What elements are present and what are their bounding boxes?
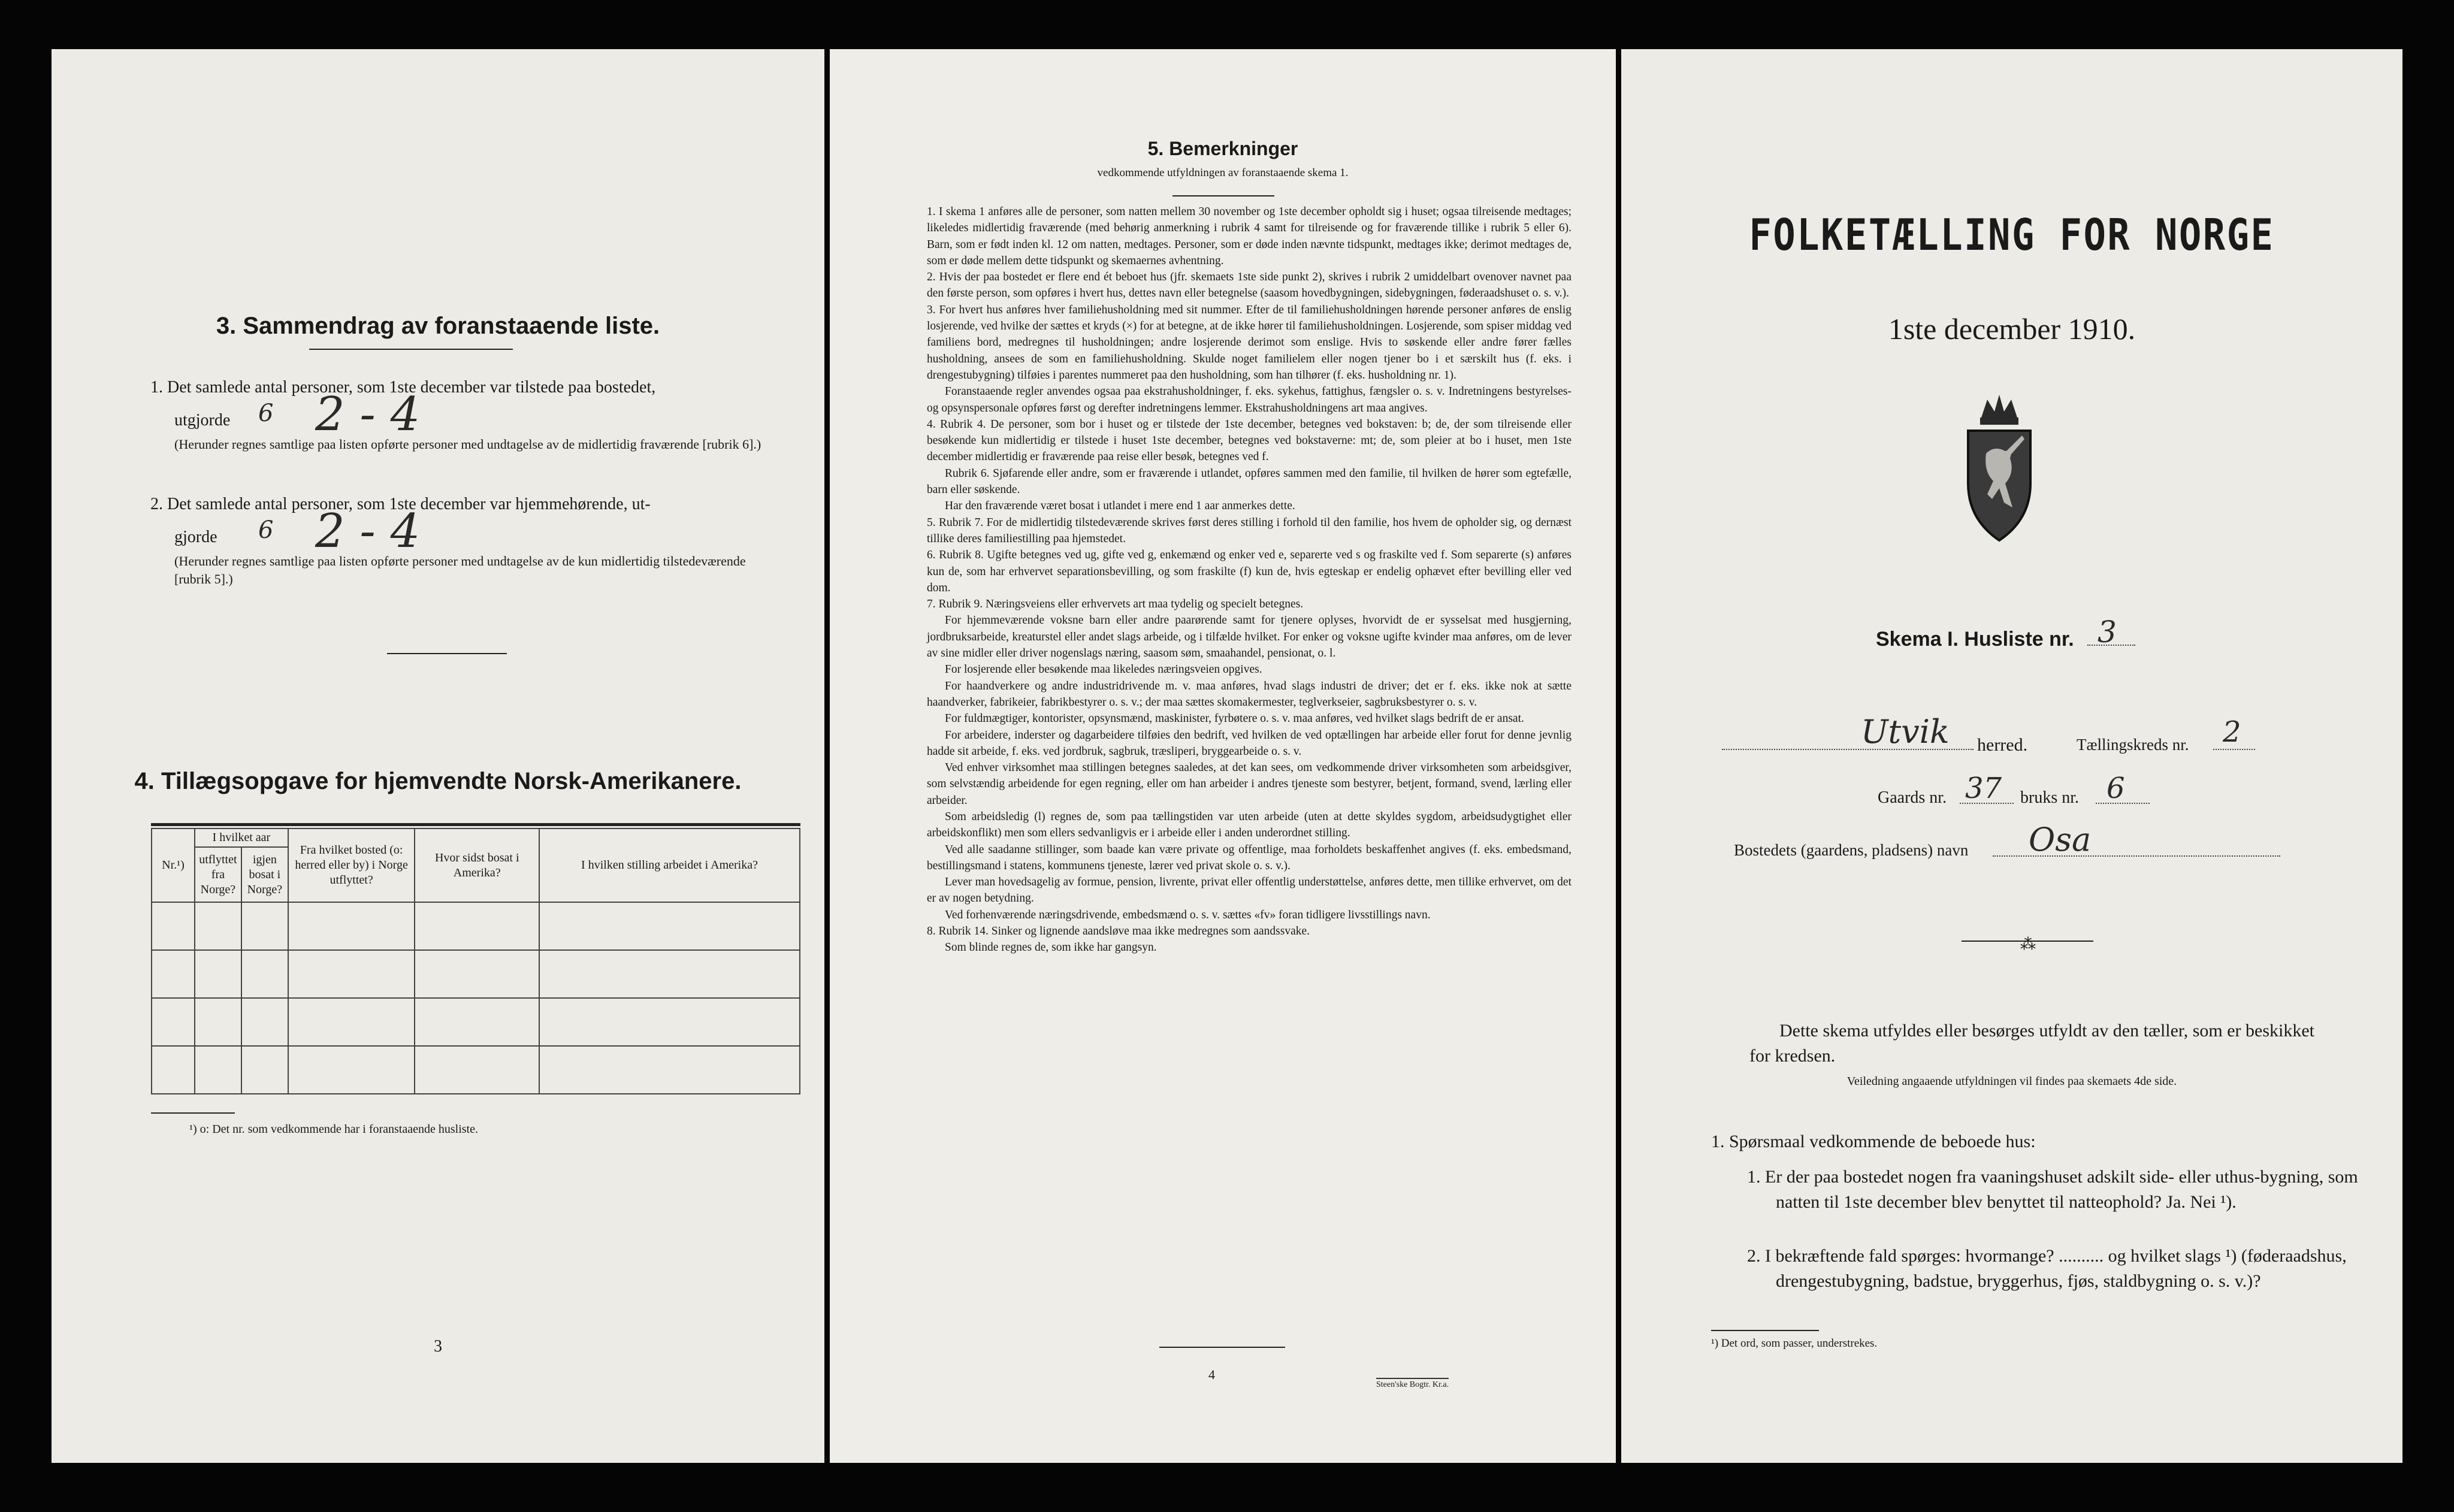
col-group-aar: I hvilket aar xyxy=(195,828,288,847)
para-7c: For losjerende eller besøkende maa likeledes næringsveien opgives. xyxy=(945,663,1262,676)
item1-hand-big: 2 - 4 xyxy=(315,388,421,441)
kreds-value: 2 xyxy=(2223,715,2241,749)
kreds-label: Tællingskreds nr. xyxy=(2077,736,2189,754)
right-footnote: ¹) Det ord, som passer, understrekes. xyxy=(1711,1337,1878,1350)
bosted-value: Osa xyxy=(2029,821,2092,858)
para-7f: For arbeidere, inderster og dagarbeidere tilføies den bedrift, ved hvilken de ved optællingen har arbeide eller forut for denne jevnlig hadde sit arbeide, f. eks. ved jordbruk, sagbruk, træsliperi, bryggearbeide o. s. v. xyxy=(927,728,1571,758)
para-2: 2. Hvis der paa bostedet er flere end ét beboet hus (jfr. skemaets 1ste side punkt 2), skrives i rubrik 2 umiddelbart ovenover navnet paa den første person, som opføres i hvert hus, dettes navn eller betegnelse (saasom hovedbygningen, sidebygningen, føderaadshuset o. s. v.). xyxy=(927,271,1571,300)
section3-title: 3. Sammendrag av foranstaaende liste. xyxy=(216,313,660,339)
bemerkninger-rule xyxy=(1172,195,1274,196)
husliste-nr: 3 xyxy=(2098,615,2117,649)
para-7g: Ved enhver virksomhet maa stillingen betegnes saaledes, at det kan sees, om vedkommende driver virksomheten som arbeidsgiver, som selvstændig arbeidende for egen regning, eller om han arbeider i andres tjeneste som bestyrer, betjent, formand, svend, lærling eller arbeider. xyxy=(927,761,1571,807)
para-4c: Har den fraværende været bosat i utlandet i mere end 1 aar anmerkes dette. xyxy=(945,500,1295,513)
middle-page xyxy=(830,49,1616,1463)
left-footnote: ¹) o: Det nr. som vedkommende har i foranstaaende husliste. xyxy=(189,1123,478,1136)
item2-text: 2. Det samlede antal personer, som 1ste december var hjemmehørende, ut- xyxy=(150,495,651,513)
question-1: 1. Er der paa bostedet nogen fra vaaningshuset adskilt side- eller uthus-bygning, som natten til 1ste december blev benyttet til natteophold? Ja. Nei ¹). xyxy=(1747,1167,2358,1212)
para-4: 4. Rubrik 4. De personer, som bor i huset og er tilstede der 1ste december, betegnes ved bokstaven: b; de, der som tilreisende eller besøkende kun midlertidig er tilstede i huset 1ste december, betegnes ved bokstaverne: mt; de, som pleier at bo i huset, men 1ste december midlertidig er fraværende paa reise eller besøk, betegnes ved f. xyxy=(927,418,1571,464)
footnote-rule xyxy=(151,1112,235,1114)
table-row xyxy=(152,950,800,998)
right-footnote-rule xyxy=(1711,1330,1819,1331)
col-fra: Fra hvilket bosted (o: herred eller by) i Norge utflyttet? xyxy=(288,828,415,902)
questions-heading: 1. Spørsmaal vedkommende de beboede hus: xyxy=(1711,1132,2036,1151)
item1-note: (Herunder regnes samtlige paa listen opførte personer med undtagelse av de midlertidig fraværende [rubrik 6].) xyxy=(174,437,761,452)
para-1: 1. I skema 1 anføres alle de personer, som natten mellem 30 november og 1ste december opholdt sig i huset; ogsaa tilreisende medtages; likeledes midlertidig fraværende (med behørig anmerkning i rubrik 4 samt for tilreisende og for fraværende tillike i rubrik 5 eller 6). Barn, som er født inden kl. 12 om natten, medtages. Personer, som er døde inden nævnte tidspunkt, medtages ikke; derimot medtages de, som er døde mellem dette tidspunkt og skemaernes avhentning. xyxy=(927,205,1571,267)
census-date: 1ste december 1910. xyxy=(1888,312,2136,346)
bruks-value: 6 xyxy=(2107,772,2125,805)
herred-value: Utvik xyxy=(1861,713,1950,751)
section3-rule xyxy=(309,349,513,350)
printer-imprint: Steen'ske Bogtr. Kr.a. xyxy=(1376,1378,1449,1390)
table-row xyxy=(152,998,800,1046)
bosted-label: Bostedets (gaardens, pladsens) navn xyxy=(1734,841,1969,859)
section4-title: 4. Tillægsopgave for hjemvendte Norsk-Amerikanere. xyxy=(134,768,742,794)
item1-prefix: utgjorde xyxy=(174,411,231,430)
right-page xyxy=(1621,49,2402,1463)
para-3: 3. For hvert hus anføres hver familiehusholdning med sit nummer. Efter de til familiehusholdningen hørende personer anføres de enslig losjerende, ved hvilke der sættes et kryds (×) for at betegne, at de ikke hører til familiehusholdningen. Losjerende, som spiser middag ved familiens bord, medregnes til husholdningen; andre losjerende derimot som enslige. Hvis to søskende eller andre fører fælles husholdning, ansees de som en familiehusholdning. Skulde noget familielem eller nogen tjener bo i et særskilt hus (f. eks. i drengestubygning) tilføies i parentes nummeret paa den husholdning, som han tilhører (f. eks. husholdning nr. 1). xyxy=(927,303,1571,382)
item1-text: 1. Det samlede antal personer, som 1ste december var tilstede paa bostedet, xyxy=(150,378,656,397)
para-7d: For haandverkere og andre industridrivende m. v. maa anføres, hvad slags industri de driver; det er f. eks. ikke nok at sætte haandverker, fabrikeier, fabrikbestyrer o. s. v.; der maa sættes skomakermester, teglverkseier, sagbruksbestyrer o. s. v. xyxy=(927,679,1571,709)
gaards-label: Gaards nr. xyxy=(1878,788,1947,807)
skema-label: Skema I. Husliste nr. xyxy=(1876,628,2074,651)
para-7j: Lever man hovedsagelig av formue, pension, livrente, privat eller offentlig understøttelse, anføres dette, men tillike erhvervet, om det er av nogen betydning. xyxy=(927,876,1571,905)
col-nr: Nr.¹) xyxy=(152,828,195,902)
para-3b: Foranstaaende regler anvendes ogsaa paa ekstrahusholdninger, f. eks. sykehus, fattighus, fængsler o. s. v. Indretningens bestyrelses- og opsynspersonale opføres først og derefter indretningens lemmer. Ekstrahusholdningens art maa angives. xyxy=(927,385,1571,415)
bruks-label: bruks nr. xyxy=(2020,788,2079,807)
para-4b: Rubrik 6. Sjøfarende eller andre, som er fraværende i utlandet, opføres sammen med den familie, til hvilken de hører som egtefælle, barn eller søskende. xyxy=(927,467,1571,497)
para-7: 7. Rubrik 9. Næringsveiens eller erhvervets art maa tydelig og specielt betegnes. xyxy=(927,598,1304,611)
para-7e: For fuldmægtiger, kontorister, opsynsmænd, maskinister, fyrbøtere o. s. v. maa anføres, ved hvilket slags bedrift de er ansat. xyxy=(945,712,1524,725)
col-utflyttet: utflyttet fra Norge? xyxy=(195,847,241,902)
instruction-text: Dette skema utfyldes eller besørges utfyldt av den tæller, som er beskikket for kredsen. xyxy=(1749,1021,2315,1066)
herred-label: herred. xyxy=(1977,735,2028,755)
veiledning-text: Veiledning angaaende utfyldningen vil findes paa skemaets 4de side. xyxy=(1846,1075,2177,1088)
question-2: 2. I bekræftende fald spørges: hvormange? .......... og hvilket slags ¹) (føderaadshus, drengestubygning, badstue, bryggerhus, fjøs, staldbygning o. s. v.)? xyxy=(1747,1246,2347,1291)
col-stilling: I hvilken stilling arbeidet i Amerika? xyxy=(539,828,800,902)
para-6: 6. Rubrik 8. Ugifte betegnes ved ug, gifte ved g, enkemænd og enker ved e, separerte ved s og fraskilte ved f. Som separerte (s) anføres kun de, som har erhvervet separationsbevilling, og som fraskilte (f) kun de, hvis egteskap er endelig ophævet efter bevilling eller ved dom. xyxy=(927,549,1571,594)
page-number-3: 3 xyxy=(434,1337,442,1356)
coat-of-arms-icon xyxy=(1957,394,2041,543)
para-7i: Ved alle saadanne stillinger, som baade kan være private og offentlige, maa forholdets beskaffenhet angives (f. eks. embedsmand, bestillingsmand i statens, kommunens tjeneste, lærer ved privat skole o. s. v.). xyxy=(927,843,1571,872)
item2-note: (Herunder regnes samtlige paa listen opførte personer med undtagelse av de kun midlertidig tilstedeværende [rubrik 5].) xyxy=(174,554,746,586)
table-row xyxy=(152,1046,800,1094)
para-5: 5. Rubrik 7. For de midlertidig tilstedeværende skrives først deres stilling i forhold til den familie, hos hvem de opholder sig, og dernæst tillike deres familiestilling paa hjemstedet. xyxy=(927,516,1571,545)
para-7h: Som arbeidsledig (l) regnes de, som paa tællingstiden var uten arbeide (uten at dette skyldes sygdom, arbeidsudygtighet eller arbeidskonflikt) men som ellers sedvanligvis er i arbeide eller i anden underordnet stilling. xyxy=(927,810,1571,840)
main-title: FOLKETÆLLING FOR NORGE xyxy=(1749,210,2275,260)
page-number-4: 4 xyxy=(1208,1367,1215,1382)
item1-hand-small: 6 xyxy=(258,400,274,427)
norsk-amerikanere-table xyxy=(151,828,800,1094)
separator-rule xyxy=(387,653,507,654)
para-8b: Som blinde regnes de, som ikke har gangsyn. xyxy=(945,941,1157,954)
col-hvor: Hvor sidst bosat i Amerika? xyxy=(415,828,539,902)
table-row xyxy=(152,902,800,950)
para-7b: For hjemmeværende voksne barn eller andre paarørende samt for tjenere oplyses, hvorvidt de er sysselsat med husgjerning, jordbruksarbeide, kreaturstel eller andet slags arbeide, og i tilfælde hvilket. For enker og voksne ugifte kvinder maa anføres, om de lever av sine midler eller driver nogenslags næring, saasom søm, smaahandel, pensionat, o. l. xyxy=(927,614,1571,660)
item2-hand-small: 6 xyxy=(258,516,274,544)
ornament-icon: ⁂ xyxy=(2020,936,2036,953)
bemerkninger-body xyxy=(927,204,1571,956)
bemerkninger-subtitle: vedkommende utfyldningen av foranstaaende skema 1. xyxy=(1097,167,1349,179)
bottom-rule xyxy=(1159,1347,1285,1348)
item2-hand-big: 2 - 4 xyxy=(315,504,421,558)
item2-prefix: gjorde xyxy=(174,528,217,546)
kreds-line xyxy=(2213,749,2255,750)
bemerkninger-title: 5. Bemerkninger xyxy=(1147,138,1298,159)
para-8: 8. Rubrik 14. Sinker og lignende aandsløve maa ikke medregnes som aandssvake. xyxy=(927,925,1310,938)
para-7k: Ved forhenværende næringsdrivende, embedsmænd o. s. v. sættes «fv» foran tidligere livsstillings navn. xyxy=(945,908,1431,921)
gaards-value: 37 xyxy=(1965,772,2002,805)
left-page xyxy=(52,49,824,1463)
table-top-rule xyxy=(151,823,800,826)
col-igjen: igjen bosat i Norge? xyxy=(241,847,288,902)
